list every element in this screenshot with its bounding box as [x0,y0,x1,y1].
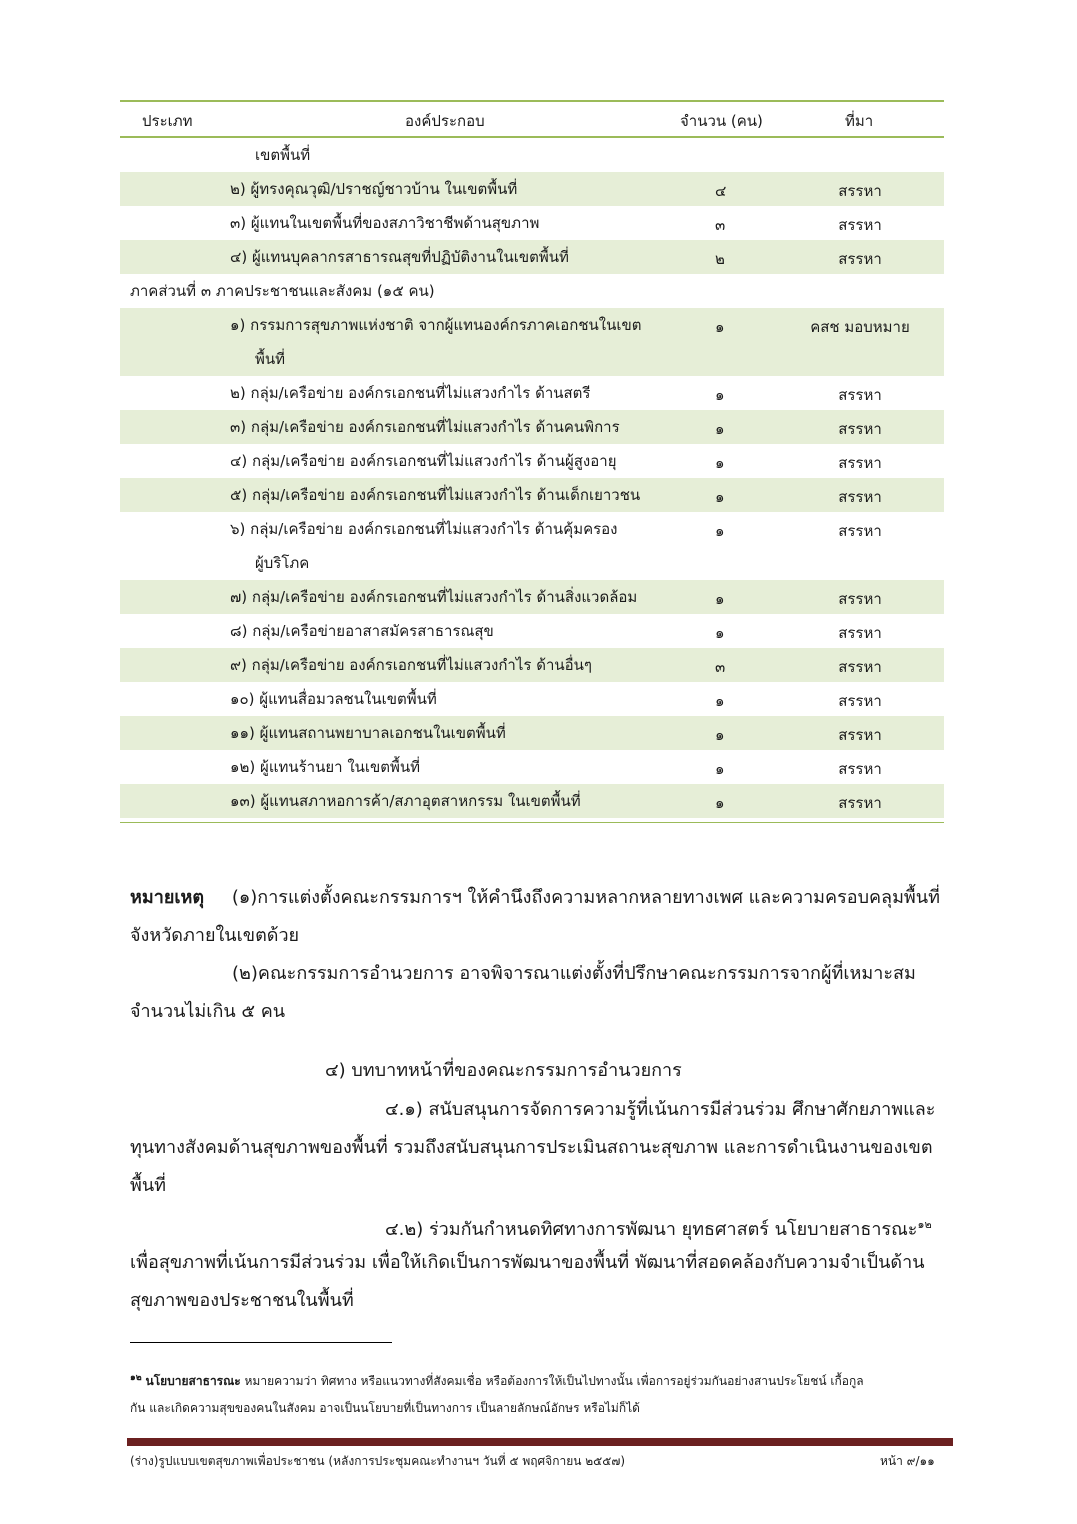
row-component [230,750,670,784]
row-component [230,580,670,614]
header-type: ประเภท [142,112,193,130]
row-component [230,614,670,648]
para-4-2-line-1 [385,1206,932,1249]
note-1-line-2: จังหวัดภายในเขตด้วย [130,925,300,946]
row-count: ๑ [715,454,725,472]
footer-document-title: (ร่าง)รูปแบบเขตสุขภาพเพื่อประชาชน (หลังการประชุมคณะทำงานฯ วันที่ ๕ พฤศจิกายน ๒๕๕๗) [130,1454,626,1468]
table-row [120,138,944,172]
table-body [120,138,944,818]
row-count: ๑ [715,488,725,506]
row-source: สรรหา [838,658,882,676]
note-2-line-1: (๒)คณะกรรมการอำนวยการ อาจพิจารณาแต่งตั้งที่ปรึกษาคณะกรรมการจากผู้ที่เหมาะสม [232,963,916,984]
row-source: สรรหา [838,726,882,744]
row-component [230,308,670,376]
row-component [230,682,670,716]
row-component-line: ๕) กลุ่ม/เครือข่าย องค์กรเอกชนที่ไม่แสวงกำไร ด้านเด็กเยาวชน [230,486,641,504]
row-component-line: ๖) กลุ่ม/เครือข่าย องค์กรเอกชนที่ไม่แสวงกำไร ด้านคุ้มครอง [230,520,618,538]
row-count: ๑ [715,760,725,778]
row-component-line: ๘) กลุ่ม/เครือข่ายอาสาสมัครสาธารณสุข [230,622,494,640]
section-heading: ๔) บทบาทหน้าที่ของคณะกรรมการอำนวยการ [325,1060,682,1081]
table-row [120,410,944,444]
table-header [120,100,944,138]
table-row [120,376,944,410]
row-component [230,410,670,444]
table-row [120,648,944,682]
row-component-line: ๒) ผู้ทรงคุณวุฒิ/ปราชญ์ชาวบ้าน ในเขตพื้นที่ [230,180,518,198]
row-component [255,138,695,172]
row-component-line: ๑๓) ผู้แทนสภาหอการค้า/สภาอุตสาหกรรม ในเขตพื้นที่ [230,792,581,810]
row-source: สรรหา [838,624,882,642]
footnote-mark: ๑๒ [130,1373,142,1383]
header-component: องค์ประกอบ [405,112,485,130]
note-1-text: (๑)การแต่งตั้งคณะกรรมการฯ ให้คำนึงถึงความหลากหลายทางเพศ และความครอบคลุมพื้นที่ [231,887,940,908]
footnote [130,1365,950,1422]
para-4-1-line-1: ๔.๑) สนับสนุนการจัดการความรู้ที่เน้นการมีส่วนร่วม ศึกษาศักยภาพและ [385,1099,936,1120]
table-row [120,240,944,274]
footnote-ref[interactable]: ๑๒ [917,1218,932,1231]
note-1-line-1 [130,879,940,917]
note-label: หมายเหตุ [130,887,205,908]
table-row [120,784,944,818]
table-row [120,308,944,376]
table-row [120,614,944,648]
row-source: สรรหา [838,420,882,438]
row-component [230,172,670,206]
table-row [120,580,944,614]
row-count: ๒ [715,250,725,268]
row-count: ๑ [715,590,725,608]
row-component [230,512,670,580]
row-component-line: ๑๒) ผู้แทนร้านยา ในเขตพื้นที่ [230,758,421,776]
row-component-line: ๑) กรรมการสุขภาพแห่งชาติ จากผู้แทนองค์กรภาคเอกชนในเขต [230,316,642,334]
row-count: ๑ [715,692,725,710]
row-source: สรรหา [838,522,882,540]
row-component-line: เขตพื้นที่ [255,146,311,164]
row-source: คสช มอบหมาย [810,318,910,336]
row-count: ๑ [715,420,725,438]
page-number: หน้า ๙/๑๑ [880,1454,935,1468]
footer-rule [127,1438,953,1446]
row-component [230,716,670,750]
row-component-line: ๔) ผู้แทนบุคลากรสาธารณสุขที่ปฏิบัติงานในเขตพื้นที่ [230,248,569,266]
table-row [120,716,944,750]
row-component [230,206,670,240]
table-row [120,444,944,478]
row-source: สรรหา [838,760,882,778]
para-4-2-line-3: สุขภาพของประชาชนในพื้นที่ [130,1290,354,1311]
table-row [120,478,944,512]
committee-table [120,100,944,823]
row-component-line: ๑๐) ผู้แทนสื่อมวลชนในเขตพื้นที่ [230,690,437,708]
row-count: ๑ [715,386,725,404]
row-source: สรรหา [838,692,882,710]
row-component [130,274,570,308]
table-row [120,274,944,308]
row-count: ๑ [715,726,725,744]
row-count: ๑ [715,522,725,540]
footnote-definition: หมายความว่า ทิศทาง หรือแนวทางที่สังคมเชื่อ หรือต้องการให้เป็นไปทางนั้น เพื่อการอยู่ร่วมกันอย่างสานประโยชน์ เกื้อกูล [240,1374,864,1388]
row-source: สรรหา [838,250,882,268]
row-component-line: พื้นที่ [255,350,286,368]
row-component-line: ๑๑) ผู้แทนสถานพยาบาลเอกชนในเขตพื้นที่ [230,724,506,742]
row-component-line: ผู้บริโภค [255,554,310,572]
row-component-line: ๙) กลุ่ม/เครือข่าย องค์กรเอกชนที่ไม่แสวงกำไร ด้านอื่นๆ [230,656,592,674]
para-4-1-line-3: พื้นที่ [130,1175,167,1196]
row-component-line: ๗) กลุ่ม/เครือข่าย องค์กรเอกชนที่ไม่แสวงกำไร ด้านสิ่งแวดล้อม [230,588,638,606]
row-component [230,376,670,410]
row-count: ๓ [715,658,726,676]
para-4-2-line-2: เพื่อสุขภาพที่เน้นการมีส่วนร่วม เพื่อให้เกิดเป็นการพัฒนาของพื้นที่ พัฒนาที่สอดคล้องกับความจำเป็นด้าน [130,1252,925,1273]
row-source: สรรหา [838,454,882,472]
row-component [230,784,670,818]
row-component [230,444,670,478]
header-count: จำนวน (คน) [680,112,763,130]
table-row [120,750,944,784]
footnote-term: นโยบายสาธารณะ [145,1374,241,1388]
row-count: ๑ [715,624,725,642]
row-source: สรรหา [838,590,882,608]
row-count: ๔ [715,182,727,200]
row-source: สรรหา [838,386,882,404]
row-count: ๓ [715,216,726,234]
row-component-line: ๓) ผู้แทนในเขตพื้นที่ของสภาวิชาชีพด้านสุขภาพ [230,214,540,232]
header-source: ที่มา [845,112,874,130]
row-count: ๑ [715,794,725,812]
para-4-2-text: ๔.๒) ร่วมกันกำหนดทิศทางการพัฒนา ยุทธศาสตร์ นโยบายสาธารณะ [385,1219,918,1240]
row-source: สรรหา [838,182,882,200]
row-source: สรรหา [838,216,882,234]
para-4-1-line-2: ทุนทางสังคมด้านสุขภาพของพื้นที่ รวมถึงสนับสนุนการประเมินสถานะสุขภาพ และการดำเนินงานของเขต [130,1137,933,1158]
row-source: สรรหา [838,488,882,506]
row-source: สรรหา [838,794,882,812]
row-component [230,478,670,512]
table-row [120,172,944,206]
footnote-separator [130,1342,392,1343]
table-row [120,682,944,716]
row-count: ๑ [715,318,725,336]
row-component-line: ภาคส่วนที่ ๓ ภาคประชาชนและสังคม (๑๕ คน) [130,282,435,300]
row-component [230,240,670,274]
table-row [120,512,944,580]
row-component-line: ๒) กลุ่ม/เครือข่าย องค์กรเอกชนที่ไม่แสวงกำไร ด้านสตรี [230,384,591,402]
footnote-line-1 [130,1365,950,1395]
row-component-line: ๓) กลุ่ม/เครือข่าย องค์กรเอกชนที่ไม่แสวงกำไร ด้านคนพิการ [230,418,620,436]
table-row [120,206,944,240]
table-bottom-rule [120,818,944,823]
row-component-line: ๔) กลุ่ม/เครือข่าย องค์กรเอกชนที่ไม่แสวงกำไร ด้านผู้สูงอายุ [230,452,617,470]
footnote-line-2: กัน และเกิดความสุขของคนในสังคม อาจเป็นนโยบายที่เป็นทางการ เป็นลายลักษณ์อักษร หรือไม่ก็ได้ [130,1401,640,1415]
note-2-line-2: จำนวนไม่เกิน ๕ คน [130,1001,286,1022]
row-component [230,648,670,682]
